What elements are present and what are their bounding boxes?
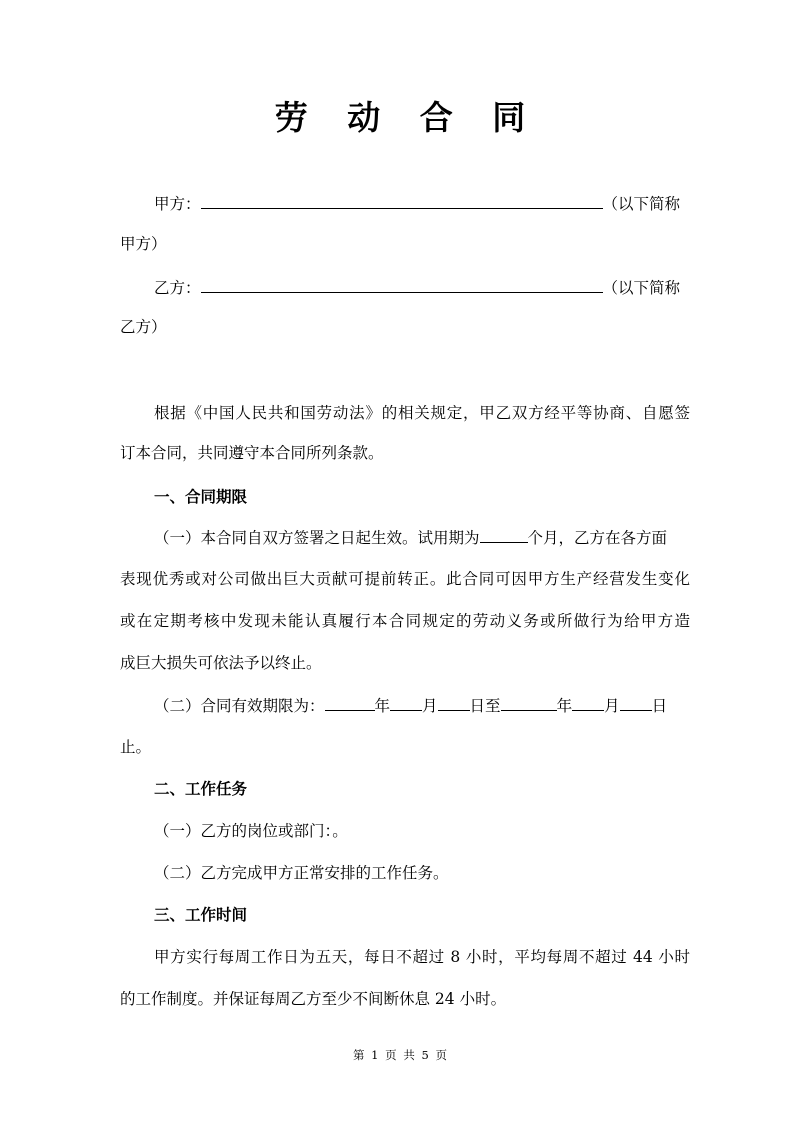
section-2-item-1: （一）乙方的岗位或部门：。 [154,822,348,840]
section-1-item-2-line-1 [154,694,724,717]
end-day-label: 日 [651,697,668,715]
party-a-line [154,192,724,215]
start-day-label: 日至 [469,697,501,715]
document-title: 劳 动 合 同 [274,98,540,137]
trial-period-suffix: 个月，乙方在各方面 [527,529,668,547]
section-3-line-1: 甲方实行每周工作日为五天，每日不超过 8 小时，平均每周不超过 44 小时 [154,948,690,966]
validity-prefix: （二）合同有效期限为： [154,697,325,715]
section-2-item-2: （二）乙方完成甲方正常安排的工作任务。 [154,864,449,882]
start-year-label: 年 [374,697,391,715]
trial-period-blank[interactable] [480,526,528,543]
start-day-blank[interactable] [438,694,470,711]
party-a-suffix: （以下简称 [602,195,681,213]
page-footer: 第 1 页 共 5 页 [353,1048,447,1062]
start-month-blank[interactable] [390,694,422,711]
end-year-blank[interactable] [501,694,557,711]
party-b-blank[interactable] [201,276,603,293]
section-3-heading: 三、工作时间 [154,905,248,924]
section-1-item-1-line-1 [154,526,724,549]
section-1-heading: 一、合同期限 [154,487,248,506]
party-b-label: 乙方： [154,279,201,297]
trial-period-prefix: （一）本合同自双方签署之日起生效。试用期为 [154,529,480,547]
party-a-label: 甲方： [154,195,201,213]
party-a-blank[interactable] [201,192,603,209]
party-b-suffix: （以下简称 [602,279,681,297]
preamble-line-1: 根据《中国人民共和国劳动法》的相关规定，甲乙双方经平等协商、自愿签 [154,404,690,422]
start-year-blank[interactable] [325,694,375,711]
party-a-continued: 甲方） [120,235,167,253]
end-month-blank[interactable] [572,694,604,711]
end-month-label: 月 [604,697,620,715]
section-1-item-1-line-4: 成巨大损失可依法予以终止。 [120,654,322,672]
section-1-item-1-line-3: 或在定期考核中发现未能认真履行本合同规定的劳动义务或所做行为给甲方造 [120,612,690,630]
party-b-continued: 乙方） [120,318,167,336]
party-b-line [154,276,724,299]
section-2-heading: 二、工作任务 [154,779,248,798]
preamble-line-2: 订本合同，共同遵守本合同所列条款。 [120,444,384,462]
section-1-item-2-line-2: 止。 [120,738,152,756]
section-1-item-1-line-2: 表现优秀或对公司做出巨大贡献可提前转正。此合同可因甲方生产经营发生变化 [120,570,690,588]
start-month-label: 月 [422,697,438,715]
section-3-line-2: 的工作制度。并保证每周乙方至少不间断休息 24 小时。 [120,990,507,1008]
end-year-label: 年 [556,697,573,715]
end-day-blank[interactable] [620,694,652,711]
